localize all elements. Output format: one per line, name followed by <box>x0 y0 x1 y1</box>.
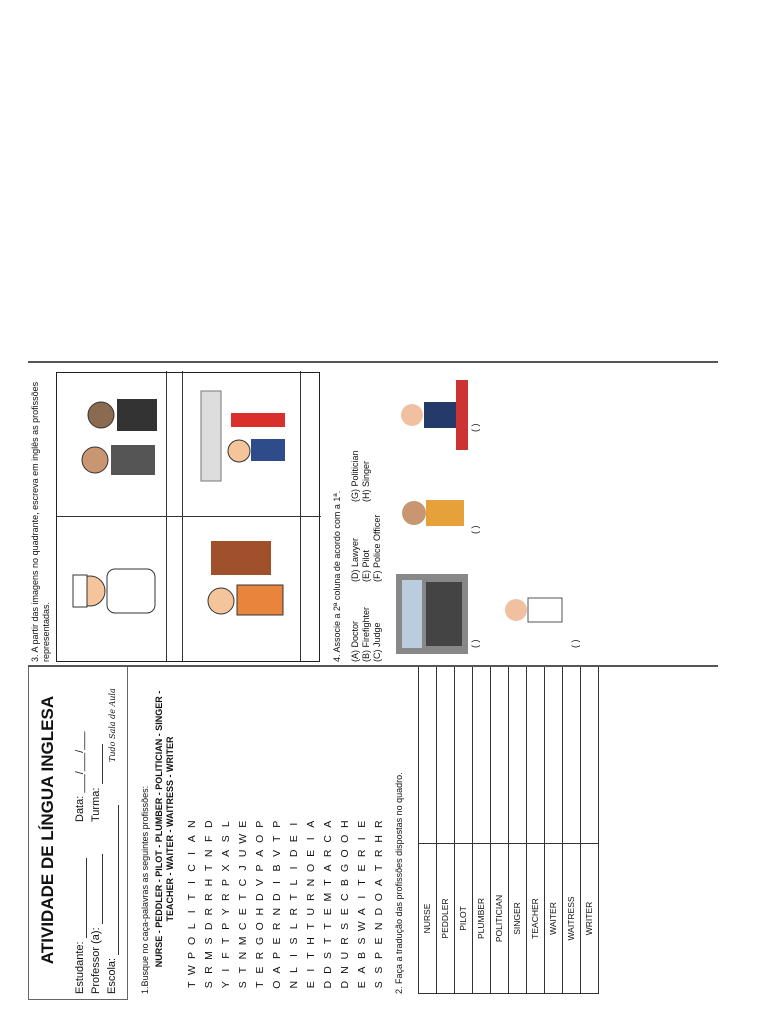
word-search-cell[interactable]: M <box>237 936 250 946</box>
word-search-cell[interactable]: E <box>305 981 318 989</box>
word-search-cell[interactable]: Y <box>220 908 233 916</box>
word-search-cell[interactable]: N <box>186 820 199 828</box>
word-search-cell[interactable]: A <box>305 820 318 828</box>
word-search-cell[interactable]: E <box>288 835 301 843</box>
word-search-cell[interactable]: U <box>339 951 352 960</box>
word-search-cell[interactable]: W <box>186 965 199 976</box>
word-search-cell[interactable]: P <box>254 864 267 872</box>
word-search-cell[interactable]: E <box>339 908 352 916</box>
q3-label: 3. A partir das imagens no quadrante, escreva em inglês as profissões representadas. <box>30 381 51 662</box>
q4-paren-3[interactable]: ( ) <box>470 423 480 432</box>
word-search-cell[interactable]: P <box>220 922 233 930</box>
word-search-cell[interactable]: T <box>305 952 318 959</box>
date-field[interactable]: Data: ___/___/___ <box>74 731 86 822</box>
word-search-cell[interactable]: E <box>237 820 250 828</box>
word-search-cell[interactable]: E <box>356 864 369 872</box>
word-search-cell[interactable]: N <box>288 980 301 989</box>
school-field[interactable]: Escola: <box>106 805 119 994</box>
word-search-cell[interactable]: A <box>254 849 267 857</box>
word-search-cell[interactable]: I <box>186 851 199 855</box>
word-search-cell[interactable]: S <box>356 937 369 945</box>
word-search-cell[interactable]: S <box>373 981 386 989</box>
word-search-cell[interactable]: P <box>254 820 267 828</box>
q4-option: (B) Firefighter <box>361 606 371 662</box>
word-search-cell[interactable]: B <box>339 879 352 887</box>
word-search-cell[interactable]: T <box>322 937 335 945</box>
word-search-cell[interactable]: O <box>373 893 386 902</box>
profession-word: PLUMBER <box>473 844 491 994</box>
word-search-cell[interactable]: U <box>237 849 250 858</box>
word-search-cell[interactable]: E <box>271 937 284 945</box>
word-search-cell[interactable]: E <box>305 849 318 857</box>
word-search-cell[interactable]: T <box>203 864 216 872</box>
word-search-cell[interactable]: T <box>220 937 233 945</box>
word-search-cell[interactable]: T <box>271 835 284 842</box>
word-search-cell[interactable]: Y <box>220 981 233 989</box>
word-search-cell[interactable]: V <box>271 849 284 857</box>
word-search-cell[interactable]: T <box>237 893 250 901</box>
word-search-cell[interactable]: C <box>339 893 352 901</box>
word-search-cell[interactable]: A <box>322 820 335 828</box>
word-search-cell[interactable]: I <box>186 881 199 885</box>
word-search-cell[interactable]: T <box>322 879 335 886</box>
word-search-cell[interactable]: R <box>203 907 216 916</box>
q4-paren-1[interactable]: ( ) <box>470 639 480 648</box>
word-search-cell[interactable]: T <box>322 923 335 930</box>
q4-paren-2[interactable]: ( ) <box>470 525 480 534</box>
word-search-cell[interactable]: D <box>288 849 301 858</box>
word-search-cell[interactable]: J <box>237 865 250 871</box>
word-search-cell[interactable]: N <box>373 922 386 931</box>
word-search-cell[interactable]: P <box>186 952 199 960</box>
word-search-cell[interactable]: S <box>288 937 301 945</box>
word-search-cell[interactable]: O <box>186 936 199 946</box>
word-search-cell[interactable]: T <box>356 879 369 886</box>
word-search-cell[interactable]: E <box>356 981 369 989</box>
word-search-cell[interactable]: L <box>288 923 301 930</box>
word-search-cell[interactable]: R <box>356 849 369 858</box>
word-search-cell[interactable]: W <box>356 921 369 932</box>
word-search-cell[interactable]: F <box>203 835 216 842</box>
word-search-cell[interactable]: D <box>254 893 267 901</box>
word-search-cell[interactable]: G <box>254 936 267 946</box>
word-search-cell[interactable]: G <box>339 863 352 873</box>
word-search-cell[interactable]: D <box>203 820 216 828</box>
word-search-cell[interactable]: O <box>339 849 352 858</box>
word-search-cell[interactable]: I <box>356 837 369 841</box>
word-search-cell[interactable]: I <box>305 968 318 972</box>
word-search-cell[interactable]: R <box>203 966 216 974</box>
word-search-cell[interactable]: S <box>339 922 352 930</box>
q1-words: NURSE - PEDDLER - PILOT - PLUMBER - POLITICIAN - SINGER - TEACHER - WAITER - WAITRESS - WRITER <box>154 690 175 968</box>
word-search-cell[interactable]: L <box>288 879 301 886</box>
word-search-cell[interactable]: P <box>271 952 284 960</box>
word-search-cell[interactable]: M <box>322 892 335 902</box>
word-search-cell[interactable]: R <box>339 937 352 945</box>
word-search-cell[interactable]: D <box>322 966 335 974</box>
q4-option: (G) Politician <box>350 450 360 502</box>
word-search-cell[interactable]: H <box>305 937 318 945</box>
word-search-cell[interactable]: U <box>305 907 318 916</box>
word-search-cell[interactable]: T <box>237 966 250 974</box>
q4-option: (H) Singer <box>361 460 371 502</box>
profession-word: POLITICIAN <box>491 844 509 994</box>
q4-option: (D) Lawyer <box>350 537 360 582</box>
word-search-cell[interactable]: D <box>322 980 335 989</box>
word-search-cell[interactable]: L <box>288 967 301 974</box>
q4-option: (C) Judge <box>372 622 382 662</box>
logo: Tudo Sala de Aula <box>108 688 117 762</box>
word-search-cell[interactable]: C <box>237 922 250 931</box>
word-search-cell[interactable]: R <box>254 951 267 960</box>
word-search-cell[interactable]: O <box>254 834 267 843</box>
word-search-cell[interactable]: O <box>271 980 284 989</box>
word-search-cell[interactable]: H <box>373 834 386 843</box>
word-search-cell[interactable]: A <box>186 835 199 843</box>
word-search-cell[interactable]: S <box>322 952 335 960</box>
word-search-cell[interactable]: C <box>237 878 250 887</box>
word-search-cell[interactable]: E <box>237 908 250 916</box>
word-search-cell[interactable]: D <box>339 980 352 989</box>
word-search-cell[interactable]: S <box>373 966 386 974</box>
word-search-cell[interactable]: H <box>339 820 352 828</box>
word-search-cell[interactable]: D <box>271 893 284 901</box>
profession-word: WAITRESS <box>563 844 581 994</box>
profession-word: NURSE <box>419 844 437 994</box>
word-search-cell[interactable]: S <box>203 937 216 945</box>
word-search-cell[interactable]: B <box>271 864 284 872</box>
word-search-cell[interactable]: R <box>271 922 284 931</box>
q1-label: 1.Busque no caça-palavras as seguintes profissões: <box>140 785 150 994</box>
word-search-cell[interactable]: E <box>356 820 369 828</box>
class-field[interactable]: Turma: <box>90 745 103 823</box>
profession-word: PILOT <box>455 844 473 994</box>
word-search-cell[interactable]: A <box>373 879 386 887</box>
word-search-cell[interactable]: I <box>271 881 284 885</box>
word-search-cell[interactable]: T <box>186 893 199 901</box>
word-search-cell[interactable]: D <box>203 922 216 931</box>
word-search-cell[interactable]: S <box>237 981 250 989</box>
word-search-cell[interactable]: T <box>373 864 386 872</box>
word-search-cell[interactable]: L <box>186 923 199 930</box>
word-search-cell[interactable]: N <box>271 907 284 916</box>
word-search-cell[interactable]: A <box>356 908 369 916</box>
word-search-cell[interactable]: M <box>203 951 216 960</box>
q4-option: (A) Doctor <box>350 620 360 662</box>
word-search-cell[interactable]: R <box>373 820 386 828</box>
word-search-cell[interactable]: E <box>322 908 335 916</box>
word-search-cell[interactable]: I <box>186 910 199 914</box>
word-search-cell[interactable]: I <box>288 822 301 826</box>
word-search-cell[interactable]: E <box>373 937 386 945</box>
word-search-cell[interactable]: W <box>237 833 250 844</box>
word-search-cell[interactable]: I <box>305 837 318 841</box>
word-search-cell[interactable]: N <box>237 951 250 960</box>
word-search-cell[interactable]: O <box>339 834 352 843</box>
profession-word: PEDDLER <box>437 844 455 994</box>
word-search-cell[interactable]: L <box>220 821 233 828</box>
word-search-cell[interactable]: R <box>305 893 318 901</box>
word-search-cell[interactable]: N <box>203 849 216 858</box>
word-search-cell[interactable]: I <box>220 968 233 972</box>
word-search-cell[interactable]: N <box>305 878 318 887</box>
word-search-cell[interactable]: S <box>220 835 233 843</box>
word-search-cell[interactable]: O <box>305 863 318 873</box>
word-search-cell[interactable]: T <box>305 923 318 930</box>
word-search-cell[interactable]: N <box>339 966 352 974</box>
word-search-cell[interactable]: E <box>254 966 267 974</box>
word-search-cell[interactable]: R <box>373 849 386 858</box>
word-search-cell[interactable]: T <box>288 893 301 901</box>
word-search-cell[interactable]: F <box>220 952 233 959</box>
profession-word: TEACHER <box>527 844 545 994</box>
word-search-cell[interactable]: P <box>271 820 284 828</box>
profession-word: WAITER <box>545 844 563 994</box>
page-title: ATIVIDADE DE LÍNGUA INGLESA <box>38 695 57 965</box>
q4-paren-4[interactable]: ( ) <box>570 639 580 648</box>
word-search-cell[interactable]: A <box>220 849 233 857</box>
word-search-cell[interactable]: C <box>186 864 199 872</box>
word-search-cell[interactable]: H <box>203 878 216 887</box>
word-search-cell[interactable]: P <box>373 952 386 960</box>
word-search-cell[interactable]: I <box>356 895 369 899</box>
word-search-cell[interactable]: I <box>288 954 301 957</box>
q4-label: 4. Associe a 2ª coluna de acordo com a 1ª. <box>332 490 342 662</box>
word-search-cell[interactable]: V <box>254 879 267 887</box>
word-search-cell[interactable]: I <box>288 866 301 870</box>
word-search-cell[interactable]: B <box>356 952 369 960</box>
word-search-cell[interactable]: D <box>373 907 386 916</box>
profession-word: WRITER <box>581 844 599 994</box>
word-search-cell[interactable]: S <box>203 981 216 989</box>
q4-option: (E) Pilot <box>361 549 371 582</box>
word-search-cell[interactable]: T <box>186 981 199 988</box>
word-search-cell[interactable]: P <box>220 879 233 887</box>
word-search-cell[interactable]: O <box>254 922 267 931</box>
word-search-cell[interactable]: R <box>322 849 335 858</box>
word-search-cell[interactable]: T <box>254 981 267 988</box>
word-search-cell[interactable]: R <box>203 893 216 901</box>
word-search-cell[interactable]: R <box>220 893 233 901</box>
word-search-cell[interactable]: R <box>288 907 301 916</box>
word-search-cell[interactable]: X <box>220 864 233 872</box>
word-search-cell[interactable]: A <box>356 966 369 974</box>
word-search-cell[interactable]: A <box>271 966 284 974</box>
profession-word: SINGER <box>509 844 527 994</box>
word-search-cell[interactable]: A <box>322 864 335 872</box>
student-field[interactable]: Estudante: <box>74 844 87 994</box>
teacher-field[interactable]: Professor (a): <box>90 854 103 994</box>
word-search-cell[interactable]: C <box>322 834 335 843</box>
word-search-cell[interactable]: H <box>254 907 267 916</box>
q4-option: (F) Police Officer <box>372 514 382 582</box>
q2-label: 2. Faça a tradução das profissões dispostas no quadro. <box>394 772 404 994</box>
